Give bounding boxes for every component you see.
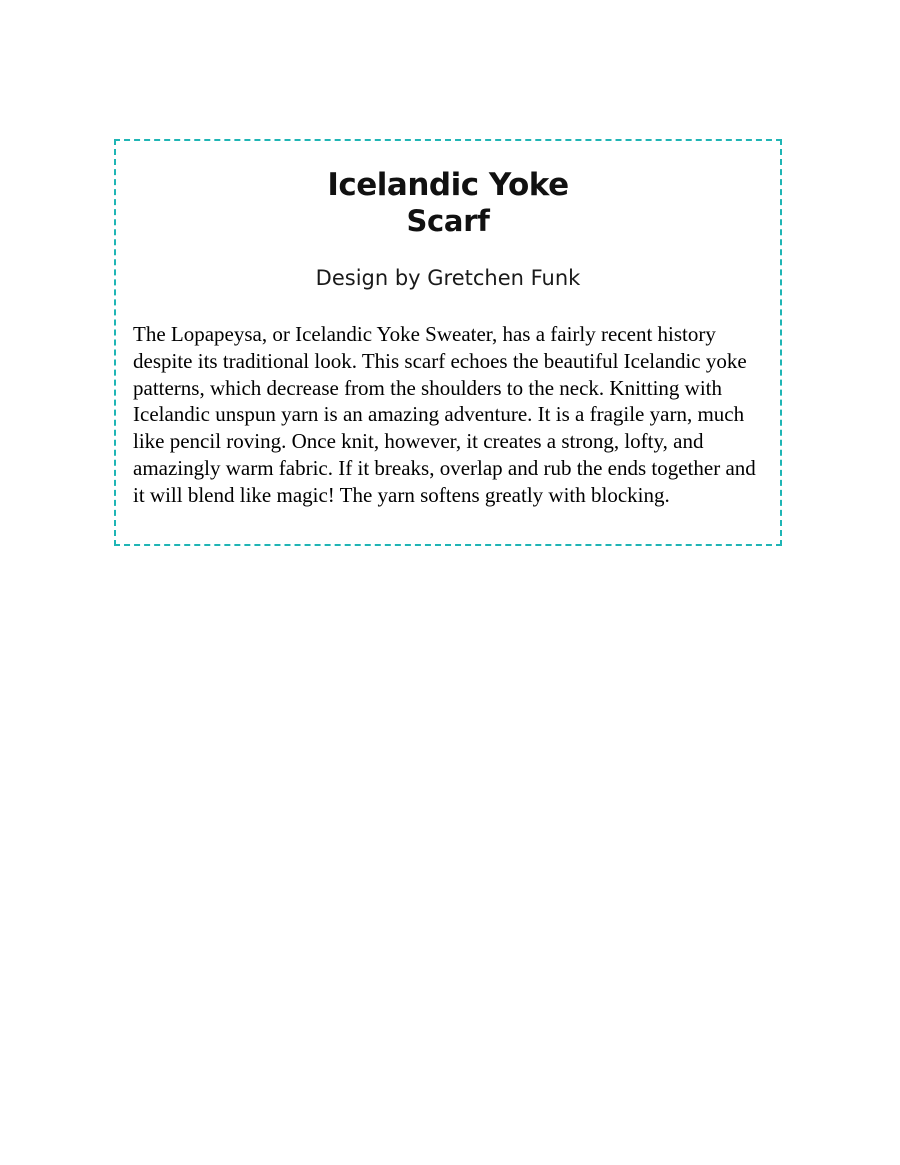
pattern-title: Icelandic Yoke: [327, 167, 569, 203]
pattern-subtitle: Scarf: [406, 204, 490, 238]
pattern-intro-box: [114, 139, 782, 546]
designer-byline: Design by Gretchen Funk: [315, 266, 581, 290]
pattern-description: The Lopapeysa, or Icelandic Yoke Sweater, has a fairly recent history despite its traditional look. This scarf echoes the beautiful Icelandic yoke patterns, which decrease from the shoulders to the neck. Knitting with Icelandic unspun yarn is an amazing adventure. It is a fragile yarn, much like pencil roving. Once knit, however, it creates a strong, lofty, and amazingly warm fabric. If it breaks, overlap and rub the ends together and it will blend like magic! The yarn softens greatly with blocking.: [133, 322, 756, 507]
